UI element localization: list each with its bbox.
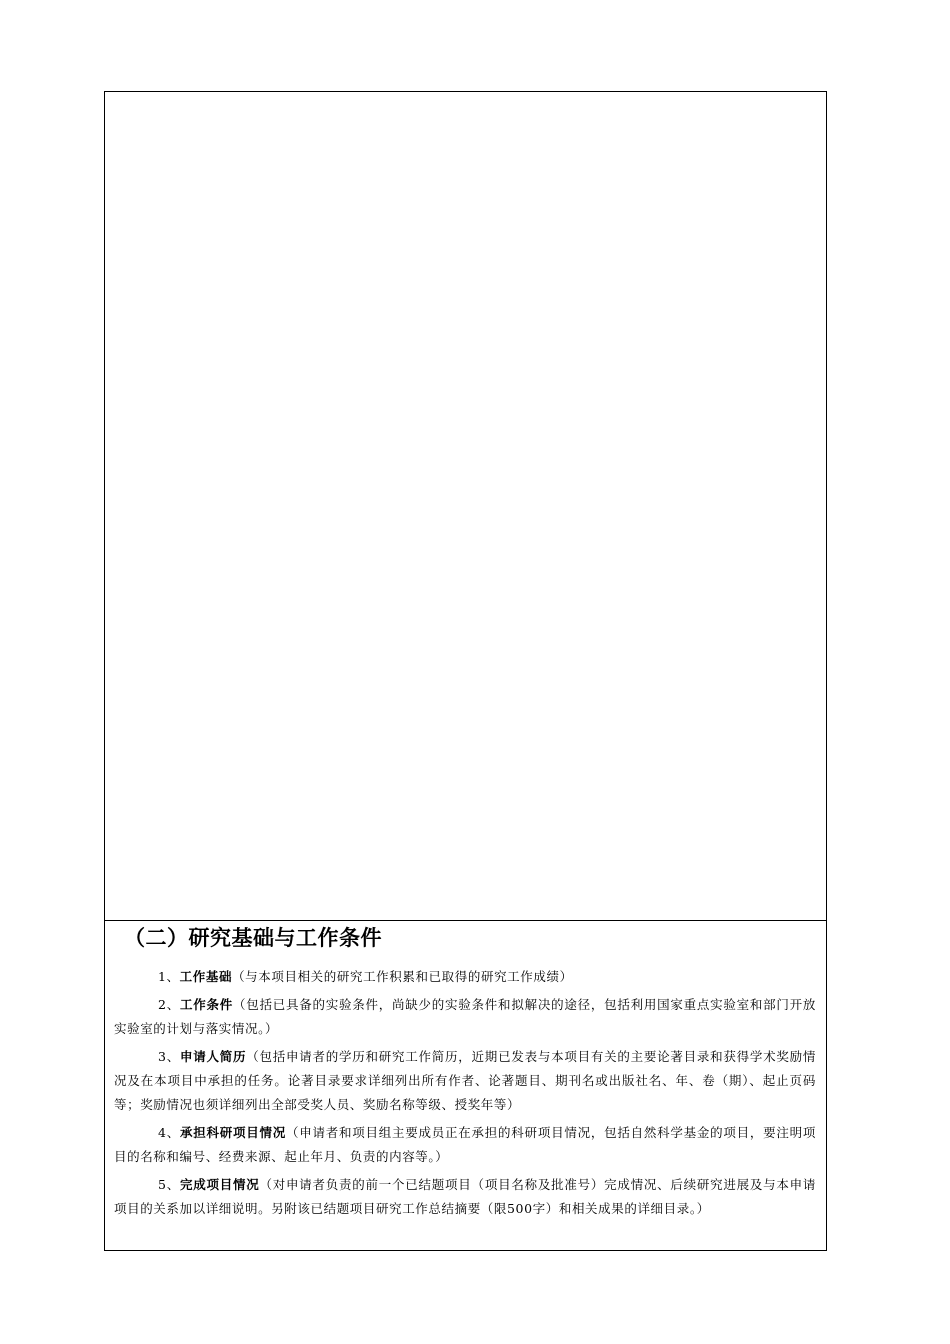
item-work-basis <box>114 965 816 989</box>
research-basis-cell <box>105 921 826 1250</box>
item-completed-projects <box>114 1173 816 1221</box>
item-title: 工作基础 <box>179 969 233 984</box>
blank-content-cell[interactable] <box>105 92 826 921</box>
item-number: 1、 <box>158 969 180 984</box>
item-number: 3、 <box>158 1049 180 1064</box>
item-description: （与本项目相关的研究工作积累和已取得的研究工作成绩） <box>232 969 573 984</box>
item-work-conditions <box>114 993 816 1041</box>
item-title: 申请人简历 <box>179 1049 247 1064</box>
item-ongoing-projects <box>114 1121 816 1169</box>
item-description: （申请者和项目组主要成员正在承担的科研项目情况，包括自然科学基金的项目，要注明项目的名称和编号、经费来源、起止年月、负责的内容等。） <box>114 1125 816 1164</box>
section-heading: （二）研究基础与工作条件 <box>124 926 382 950</box>
item-description: （包括已具备的实验条件，尚缺少的实验条件和拟解决的途径，包括利用国家重点实验室和部门开放实验室的计划与落实情况。） <box>114 997 816 1036</box>
item-number: 4、 <box>158 1125 180 1140</box>
item-number: 5、 <box>158 1177 180 1192</box>
item-title: 工作条件 <box>179 997 233 1012</box>
item-number: 2、 <box>158 997 180 1012</box>
form-table <box>104 91 827 1251</box>
item-title: 完成项目情况 <box>179 1177 260 1192</box>
item-applicant-resume <box>114 1045 816 1117</box>
item-title: 承担科研项目情况 <box>179 1125 286 1140</box>
item-description: （对申请者负责的前一个已结题项目（项目名称及批准号）完成情况、后续研究进展及与本申请项目的关系加以详细说明。另附该已结题项目研究工作总结摘要（限500字）和相关成果的详细目录。） <box>114 1177 817 1216</box>
item-description: （包括申请者的学历和研究工作简历，近期已发表与本项目有关的主要论著目录和获得学术奖励情况及在本项目中承担的任务。论著目录要求详细列出所有作者、论著题目、期刊名或出版社名、年、卷（期）、起止页码等；奖励情况也须详细列出全部受奖人员、奖励名称等级、授奖年等） <box>114 1049 816 1112</box>
